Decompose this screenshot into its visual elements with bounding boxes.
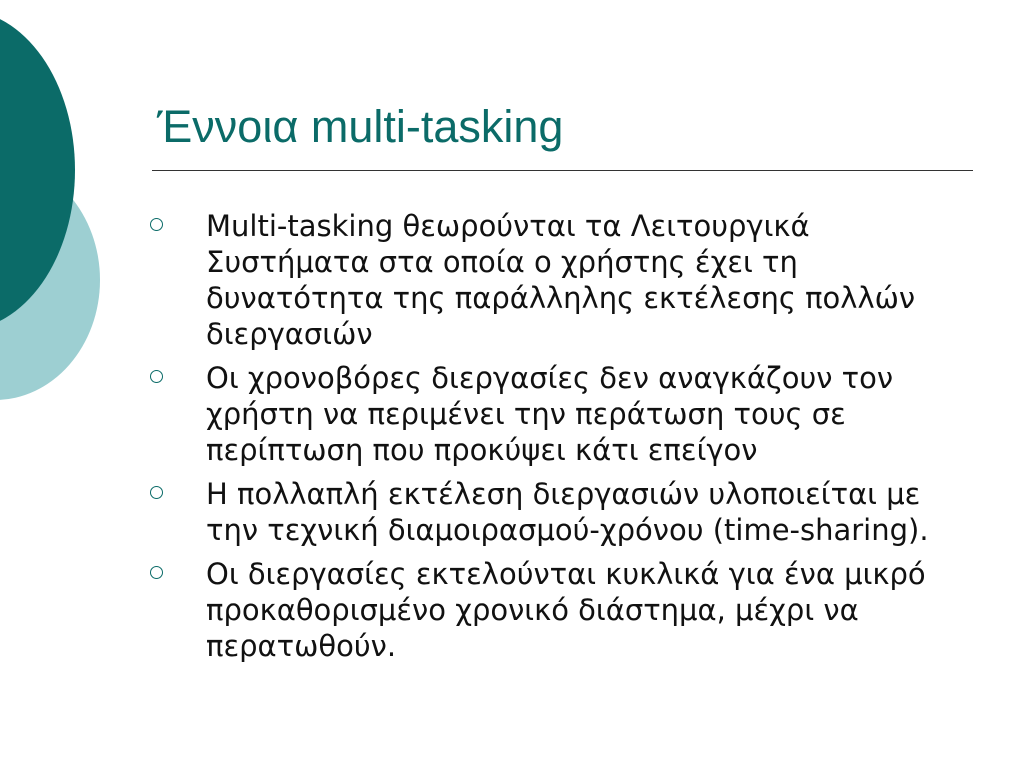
bullet-circle-icon — [150, 566, 163, 579]
bullet-text: Οι διεργασίες εκτελούνται κυκλικά για ένα μικρό προκαθορισμένο χρονικό διάστημα, μέχρι να περατωθούν. — [206, 557, 926, 663]
bullet-circle-icon — [150, 370, 163, 383]
slide-title: Έννοια multi-tasking — [157, 101, 564, 152]
bullet-list — [150, 208, 980, 672]
bullet-circle-icon — [150, 218, 163, 231]
bullet-item — [150, 476, 980, 548]
bullet-circle-icon — [150, 486, 163, 499]
bullet-text: Multi-tasking θεωρούνται τα Λειτουργικά Συστήματα στα οποία ο χρήστης έχει τη δυνατότητα της παράλληλης εκτέλεσης πολλών διεργασιών — [206, 209, 916, 351]
title-divider — [152, 170, 973, 171]
bullet-item — [150, 208, 980, 352]
bullet-item — [150, 556, 980, 664]
bullet-text: Οι χρονοβόρες διεργασίες δεν αναγκάζουν τον χρήστη να περιμένει την περάτωση τους σε περίπτωση που προκύψει κάτι επείγον — [206, 361, 894, 467]
bullet-text: Η πολλαπλή εκτέλεση διεργασιών υλοποιείται με την τεχνική διαμοιρασμού-χρόνου (time-sharing). — [206, 477, 929, 547]
bullet-item — [150, 360, 980, 468]
